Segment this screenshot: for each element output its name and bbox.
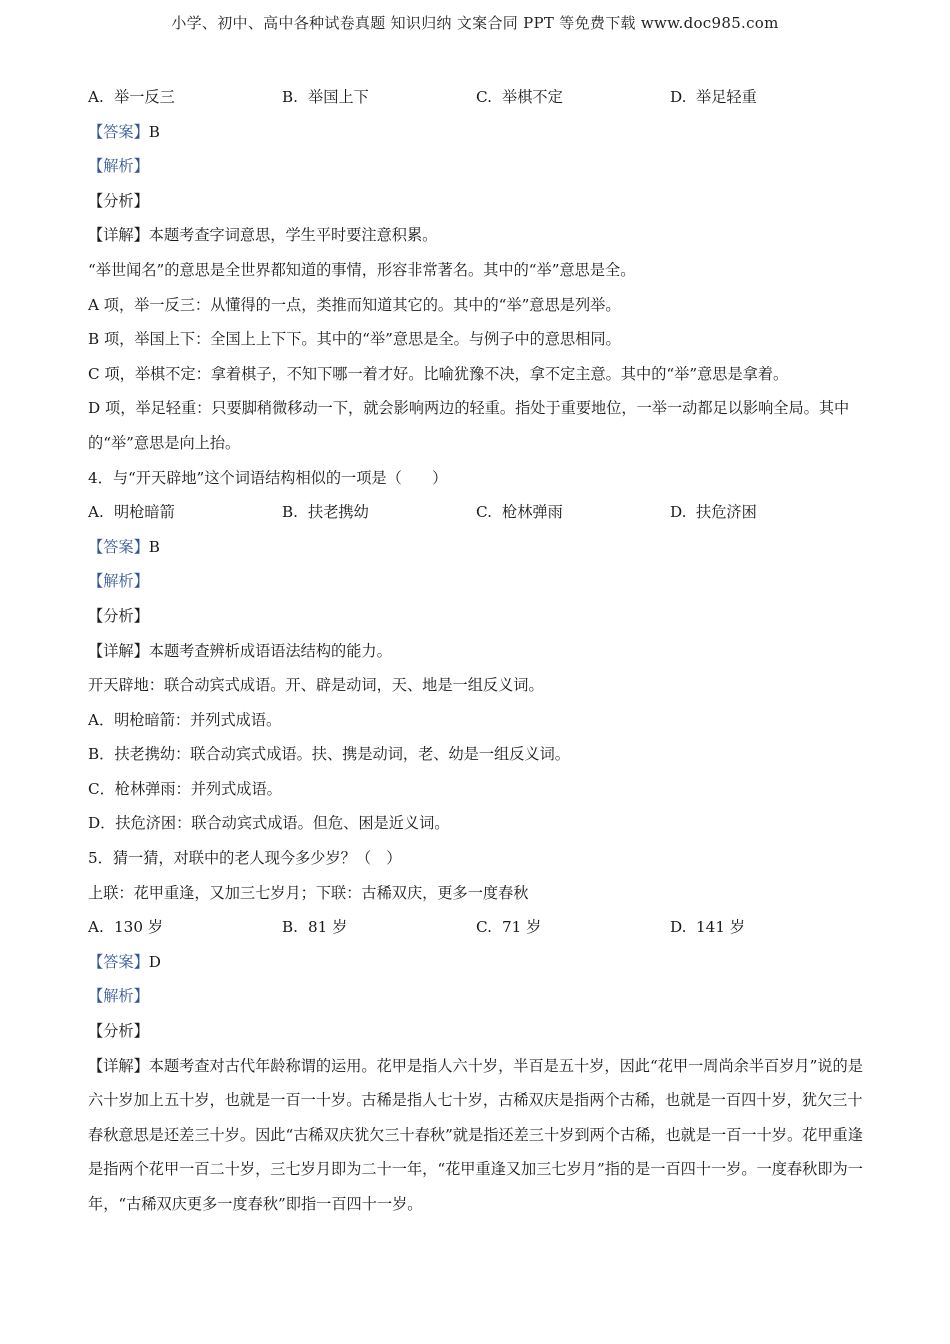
q5-option-c: C. 71 岁	[476, 918, 542, 937]
q5-option-d: D. 141 岁	[670, 918, 746, 937]
document-body	[88, 80, 868, 1222]
q5-couplet: 上联：花甲重逢，又加三七岁月；下联：古稀双庆，更多一度春秋	[88, 883, 529, 902]
q5-answer: 【答案】D	[88, 952, 161, 971]
q4-option-a: A. 明枪暗箭	[88, 503, 175, 522]
q3-option-b: B. 举国上下	[282, 88, 369, 106]
q3-line-1: “举世闻名”的意思是全世界都知道的事情，形容非常著名。其中的“举”意思是全。	[88, 260, 636, 279]
q3-detail: 【详解】本题考查字词意思，学生平时要注意积累。	[88, 226, 438, 245]
q4-option-c: C. 枪林弹雨	[476, 503, 563, 522]
q3-line-5: D 项，举足轻重：只要脚稍微移动一下，就会影响两边的轻重。指处于重要地位，一举一动都足以影响全局。其中的“举”意思是向上抬。	[88, 399, 850, 452]
q4-line-3: B．扶老携幼：联合动宾式成语。扶、携是动词，老、幼是一组反义词。	[88, 745, 570, 764]
q4-option-b: B. 扶老携幼	[282, 503, 369, 522]
q4-analysis-tag: 【解析】	[88, 572, 149, 591]
site-header: 小学、初中、高中各种试卷真题 知识归纳 文案合同 PPT 等免费下载 www.doc985.com	[171, 14, 779, 32]
q4-line-4: C．枪林弹雨：并列式成语。	[88, 779, 282, 798]
q3-analysis-tag: 【解析】	[88, 157, 149, 176]
q4-options	[88, 495, 868, 530]
q4-fenxi: 【分析】	[88, 606, 149, 625]
q5-fenxi: 【分析】	[88, 1022, 149, 1041]
q3-answer: 【答案】B	[88, 122, 160, 141]
q5-option-b: B. 81 岁	[282, 918, 348, 937]
q4-question: 4．与“开天辟地”这个词语结构相似的一项是（ ）	[88, 468, 448, 487]
q3-option-a: A. 举一反三	[88, 88, 175, 106]
q3-fenxi: 【分析】	[88, 191, 149, 210]
q3-line-4: C 项，举棋不定：拿着棋子，不知下哪一着才好。比喻犹豫不决，拿不定主意。其中的“举”意思是拿着。	[88, 364, 789, 383]
q3-options	[88, 80, 868, 115]
q5-options	[88, 910, 868, 945]
q5-detail: 【详解】本题考查对古代年龄称谓的运用。花甲是指人六十岁，半百是五十岁，因此“花甲一周尚余半百岁月”说的是六十岁加上五十岁，也就是一百一十岁。古稀是指人七十岁，古稀双庆是指两个古稀，也就是一百四十岁，犹欠三十春秋意思是还差三十岁。因此“古稀双庆犹欠三十春秋”就是指还差三十岁到两个古稀，也就是一百一十岁。花甲重逢是指两个花甲一百二十岁，三七岁月即为二十一年，“花甲重逢又加三七岁月”指的是一百四十一岁。一度春秋即为一年，“古稀双庆更多一度春秋”即指一百四十一岁。	[88, 1056, 863, 1213]
q3-option-d: D. 举足轻重	[670, 88, 757, 106]
q4-line-2: A．明枪暗箭：并列式成语。	[88, 710, 282, 729]
q4-line-5: D．扶危济困：联合动宾式成语。但危、困是近义词。	[88, 814, 450, 833]
q5-option-a: A. 130 岁	[88, 918, 164, 937]
q5-analysis-tag: 【解析】	[88, 987, 149, 1006]
q4-answer: 【答案】B	[88, 537, 160, 556]
q4-detail: 【详解】本题考查辨析成语语法结构的能力。	[88, 641, 392, 660]
q4-option-d: D. 扶危济困	[670, 503, 757, 522]
q3-line-3: B 项，举国上下：全国上上下下。其中的“举”意思是全。与例子中的意思相同。	[88, 330, 621, 349]
q3-line-2: A 项，举一反三：从懂得的一点，类推而知道其它的。其中的“举”意思是列举。	[88, 295, 621, 314]
q3-option-c: C. 举棋不定	[476, 88, 563, 106]
q4-line-1: 开天辟地：联合动宾式成语。开、辟是动词，天、地是一组反义词。	[88, 676, 544, 695]
q5-question: 5．猜一猜，对联中的老人现今多少岁？（ ）	[88, 849, 402, 868]
